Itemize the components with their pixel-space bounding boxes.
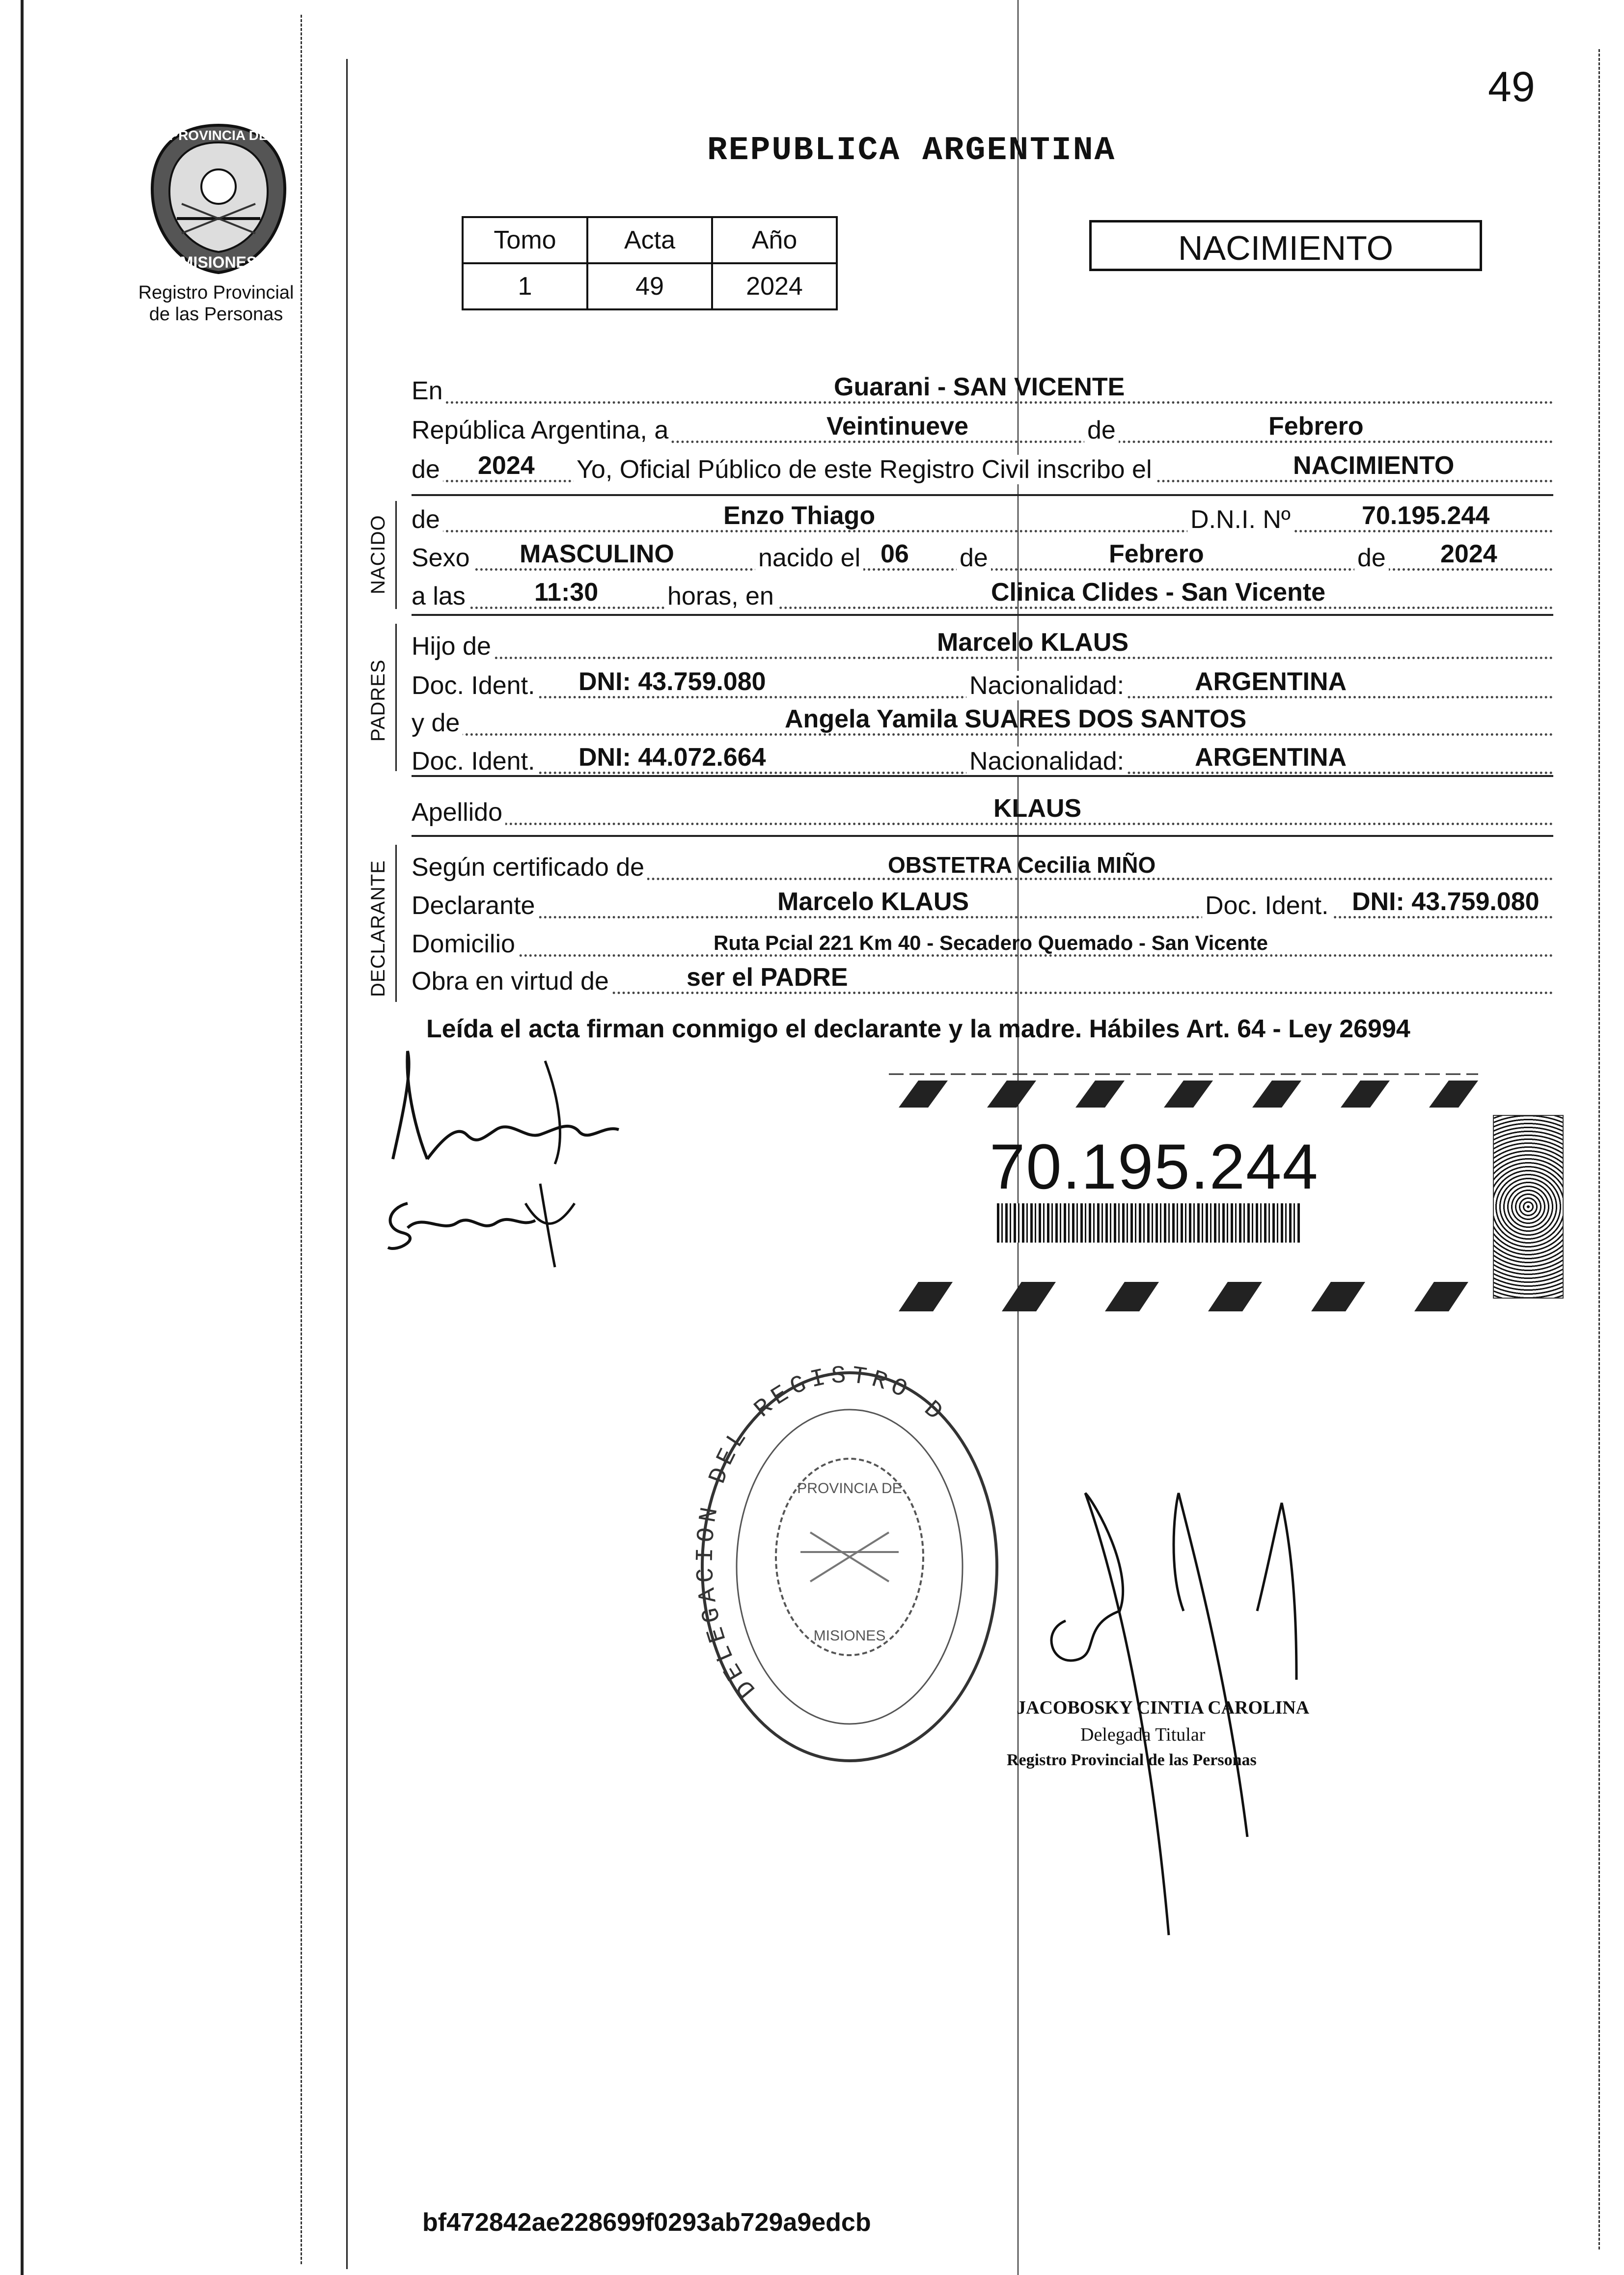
value-padre-nac: ARGENTINA	[1195, 667, 1347, 696]
label-nacionalidad-2: Nacionalidad:	[966, 747, 1127, 776]
row-madre	[412, 699, 1553, 739]
label-declarante: Declarante	[412, 891, 538, 920]
registry-label-line2: de las Personas	[149, 304, 283, 325]
label-doc-ident-2: Doc. Ident.	[412, 747, 538, 776]
security-pattern-top	[889, 1068, 1478, 1112]
label-de-anio: de	[412, 455, 443, 484]
value-mes: Febrero	[1268, 412, 1364, 441]
label-doc-ident-1: Doc. Ident.	[412, 671, 538, 700]
section-label-declarante: DECLARANTE	[367, 860, 389, 997]
header-tomo: Tomo	[463, 217, 587, 263]
value-lugar-nac: Clinica Clides - San Vicente	[991, 578, 1326, 607]
label-republica: República Argentina, a	[412, 416, 671, 445]
label-hijo-de: Hijo de	[412, 632, 494, 661]
row-fecha	[412, 407, 1553, 446]
value-madre: Angela Yamila SUARES DOS SANTOS	[785, 705, 1247, 733]
stamp-inner-top: PROVINCIA DE	[797, 1480, 902, 1497]
value-tomo: 1	[463, 263, 587, 309]
official-role: Delegada Titular	[1080, 1724, 1206, 1745]
label-dni: D.N.I. Nº	[1187, 505, 1294, 534]
header-acta: Acta	[587, 217, 712, 263]
label-en: En	[412, 376, 446, 406]
declarant-signature	[383, 1041, 638, 1169]
registry-label	[125, 282, 307, 325]
value-lugar: Guarani - SAN VICENTE	[834, 373, 1125, 401]
value-sexo: MASCULINO	[520, 540, 674, 568]
label-de-mes: de	[1084, 416, 1119, 445]
row-apellido	[412, 789, 1553, 828]
section-label-padres: PADRES	[367, 659, 389, 742]
value-mes-nac: Febrero	[1109, 540, 1204, 568]
page-title: REPUBLICA ARGENTINA	[707, 132, 1116, 169]
value-certificado: OBSTETRA Cecilia MIÑO	[888, 852, 1156, 878]
row-certificado	[412, 844, 1553, 883]
page-number: 49	[1488, 63, 1535, 111]
row-obra	[412, 958, 1553, 997]
row-lugar	[412, 367, 1553, 407]
table-value-row	[463, 263, 837, 309]
value-padre: Marcelo KLAUS	[937, 628, 1129, 657]
value-hora: 11:30	[534, 578, 599, 607]
label-yo-oficial: Yo, Oficial Público de este Registro Civil inscribo el	[574, 455, 1155, 484]
value-tipo: NACIMIENTO	[1293, 451, 1455, 480]
security-pattern-bottom	[889, 1272, 1478, 1316]
seal-top-text: PROVINCIA DE	[169, 128, 268, 143]
label-y-de: y de	[412, 708, 463, 738]
value-anio: 2024	[712, 263, 837, 309]
table-header-row	[463, 217, 837, 263]
closing-text: Leída el acta firman conmigo el declarante y la madre. Hábiles Art. 64 - Ley 26994	[426, 1015, 1410, 1043]
label-de-anio-nac: de	[1354, 543, 1389, 573]
misiones-seal	[147, 120, 290, 277]
label-obra: Obra en virtud de	[412, 967, 612, 996]
separator-3	[412, 775, 1553, 777]
label-sexo: Sexo	[412, 543, 473, 573]
value-madre-doc: DNI: 44.072.664	[578, 743, 766, 772]
row-domicilio	[412, 920, 1553, 960]
official-office: Registro Provincial de las Personas	[1007, 1751, 1257, 1769]
value-declarante-doc: DNI: 43.759.080	[1352, 888, 1540, 916]
label-doc-ident-decl: Doc. Ident.	[1202, 891, 1331, 920]
stamp-inner-bottom: MISIONES	[813, 1628, 886, 1644]
registry-label-line1: Registro Provincial	[138, 282, 294, 303]
separator-2	[412, 614, 1553, 616]
row-inscripcion	[412, 446, 1553, 485]
label-horas-en: horas, en	[664, 582, 777, 611]
seal-bottom-text: MISIONES	[180, 253, 257, 271]
right-dash-line	[1598, 49, 1600, 2249]
label-de-mes-nac: de	[957, 543, 991, 573]
value-dni: 70.195.244	[1362, 501, 1490, 530]
value-anio: 2024	[478, 451, 535, 480]
row-hora	[412, 573, 1553, 612]
section-rule-padres	[395, 624, 397, 771]
label-a-las: a las	[412, 582, 468, 611]
label-segun-cert: Según certificado de	[412, 853, 647, 882]
security-barcode	[997, 1203, 1301, 1243]
document-type-box: NACIMIENTO	[1089, 220, 1482, 271]
row-madre-doc	[412, 738, 1553, 777]
value-acta: 49	[587, 263, 712, 309]
separator-4	[412, 835, 1553, 837]
row-padre	[412, 623, 1553, 662]
label-domicilio: Domicilio	[412, 929, 518, 959]
value-dia-nac: 06	[881, 540, 909, 568]
value-declarante: Marcelo KLAUS	[777, 888, 969, 916]
value-apellido: KLAUS	[993, 794, 1082, 823]
binding-dash-line	[301, 15, 302, 2264]
value-madre-nac: ARGENTINA	[1195, 743, 1347, 772]
row-declarante	[412, 882, 1553, 921]
section-label-nacido: NACIDO	[367, 515, 389, 594]
value-anio-nac: 2024	[1440, 540, 1497, 568]
hologram-pattern	[1493, 1115, 1564, 1299]
document-hash: bf472842ae228699f0293ab729a9edcb	[422, 2208, 871, 2237]
security-id-number: 70.195.244	[990, 1131, 1319, 1202]
section-rule-nacido	[395, 501, 397, 609]
row-padre-doc	[412, 662, 1553, 701]
label-apellido: Apellido	[412, 798, 505, 827]
form-left-border	[346, 59, 348, 2269]
record-table	[462, 216, 838, 310]
row-sexo	[412, 534, 1553, 574]
label-de-nombre: de	[412, 505, 443, 534]
value-dia: Veintinueve	[826, 412, 968, 441]
mother-signature	[378, 1174, 594, 1272]
left-border-line	[21, 0, 24, 2275]
value-domicilio: Ruta Pcial 221 Km 40 - Secadero Quemado - San Vicente	[714, 931, 1268, 954]
value-padre-doc: DNI: 43.759.080	[578, 667, 766, 696]
header-anio: Año	[712, 217, 837, 263]
label-nacionalidad-1: Nacionalidad:	[966, 671, 1127, 700]
label-nacido-el: nacido el	[755, 543, 863, 573]
value-obra: ser el PADRE	[687, 963, 848, 992]
section-rule-declarante	[395, 845, 397, 1002]
value-nombre: Enzo Thiago	[723, 501, 876, 530]
official-name: JACOBOSKY CINTIA CAROLINA	[1017, 1697, 1310, 1718]
row-nombre	[412, 496, 1553, 535]
registry-oval-stamp	[688, 1365, 1002, 1768]
stamp-ring-text: DELEGACION DEL REGISTRO D	[691, 1365, 952, 1703]
